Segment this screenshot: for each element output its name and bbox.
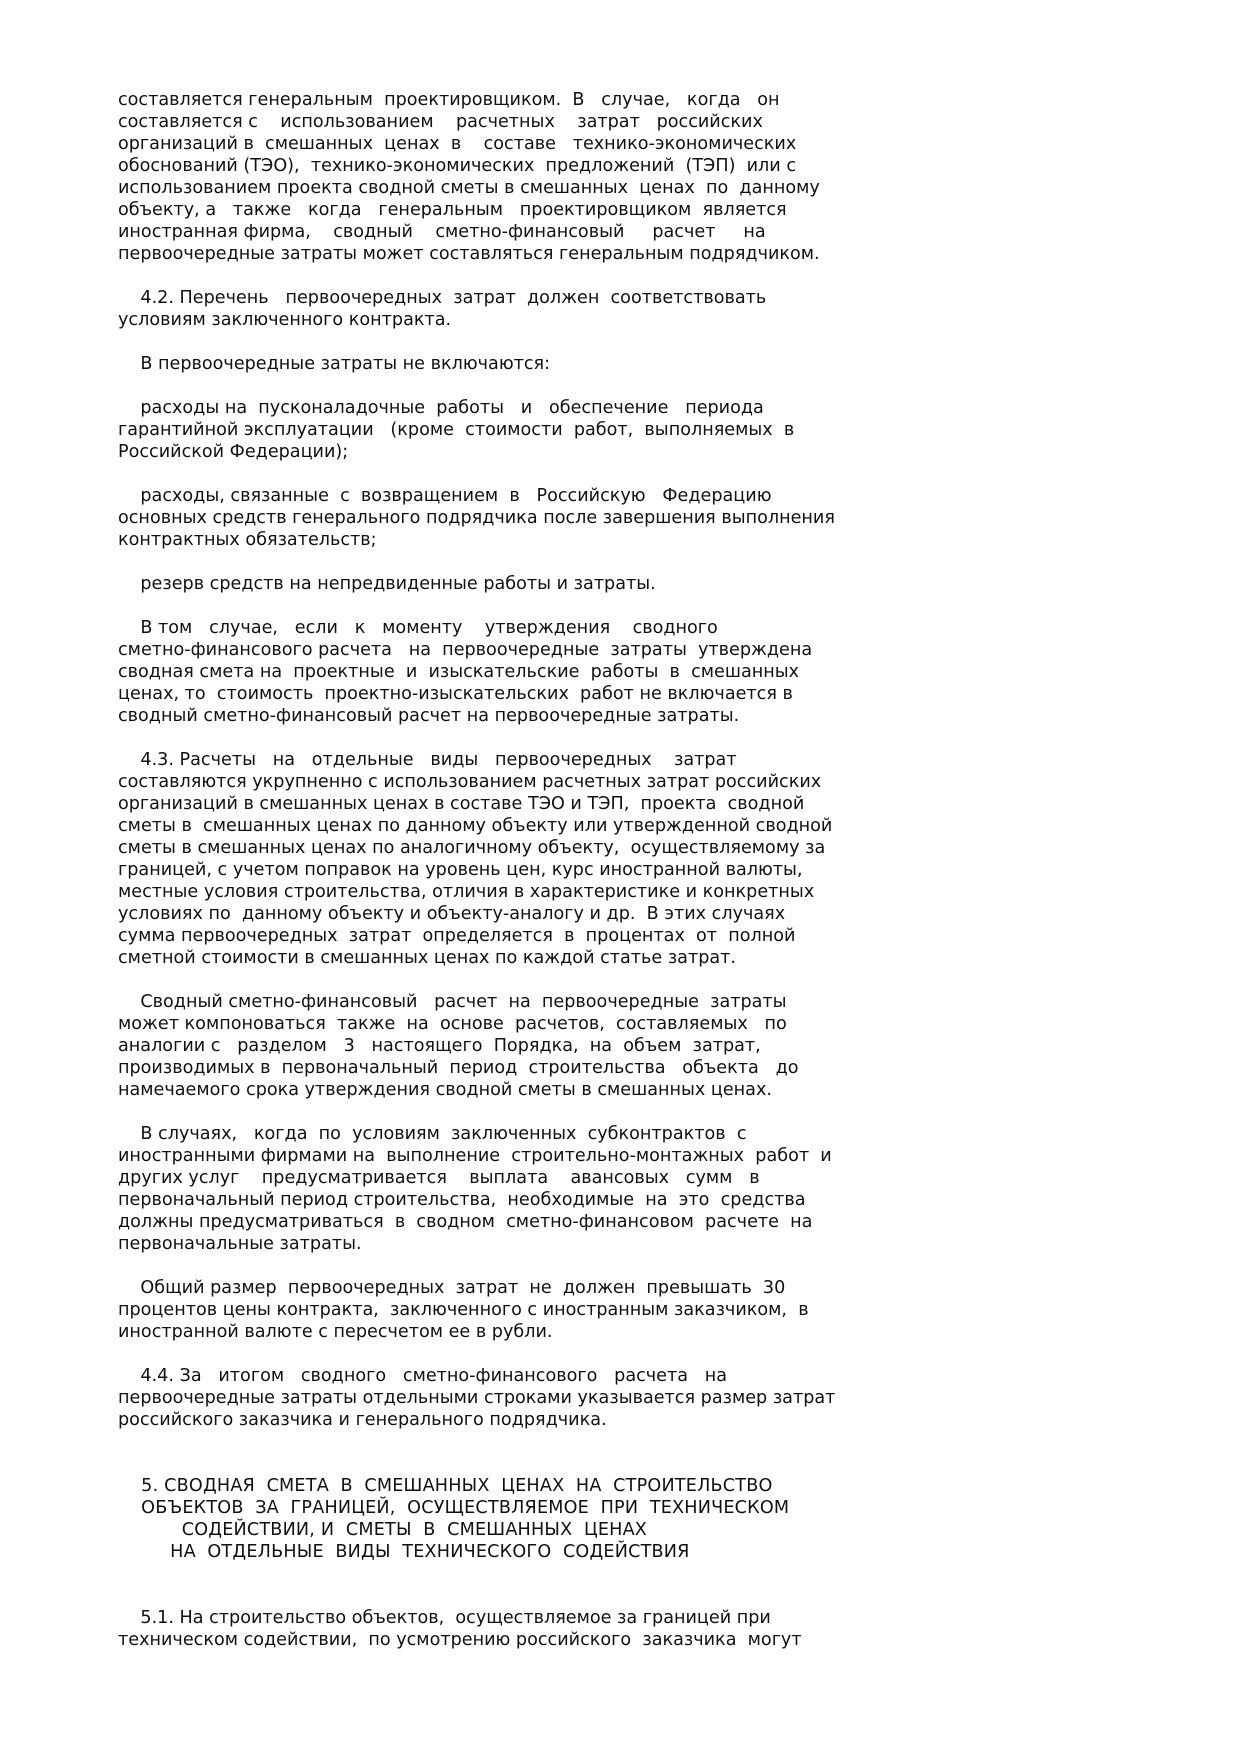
text-line: иностранная фирма, сводный сметно-финансовый расчет на	[118, 222, 766, 242]
text-line: местные условия строительства, отличия в характеристике и конкретных	[118, 882, 815, 902]
paragraph-gap	[118, 463, 1138, 485]
text-line: контрактных обязательств;	[118, 530, 377, 550]
paragraph-exclusions-intro	[118, 353, 1138, 375]
text-line: процентов цены контракта, заключенного с иностранным заказчиком, в	[118, 1300, 809, 1320]
text-line: сводная смета на проектные и изыскательские работы в смешанных	[118, 662, 800, 682]
text-line: резерв средств на непредвиденные работы и затраты.	[118, 574, 656, 594]
text-line: российского заказчика и генерального подрядчика.	[118, 1410, 607, 1430]
text-line: обоснований (ТЭО), технико-экономических предложений (ТЭП) или с	[118, 156, 797, 176]
text-line: других услуг предусматривается выплата авансовых сумм в	[118, 1168, 760, 1188]
text-line: сметы в смешанных ценах по данному объекту или утвержденной сводной	[118, 816, 833, 836]
paragraph-5-1	[118, 1607, 1138, 1651]
paragraph-4-4	[118, 1365, 1138, 1431]
text-line: намечаемого срока утверждения сводной сметы в смешанных ценах.	[118, 1080, 772, 1100]
text-line: первоначальный период строительства, необходимые на это средства	[118, 1190, 806, 1210]
text-line: ценах, то стоимость проектно-изыскательских работ не включается в	[118, 684, 793, 704]
text-line: объекту, а также когда генеральным проектировщиком является	[118, 200, 787, 220]
text-line: границей, с учетом поправок на уровень цен, курс иностранной валюты,	[118, 860, 803, 880]
text-line: должны предусматриваться в сводном сметно-финансовом расчете на	[118, 1212, 813, 1232]
heading-line: НА ОТДЕЛЬНЫЕ ВИДЫ ТЕХНИЧЕСКОГО СОДЕЙСТВИЯ	[118, 1542, 690, 1562]
text-line: составляются укрупненно с использованием расчетных затрат российских	[118, 772, 822, 792]
section-gap	[118, 1563, 1138, 1607]
paragraph-gap	[118, 1255, 1138, 1277]
paragraph-gap	[118, 727, 1138, 749]
paragraph-gap	[118, 551, 1138, 573]
paragraph-gap	[118, 265, 1138, 287]
text-line: условиям заключенного контракта.	[118, 310, 452, 330]
text-line: сметно-финансового расчета на первоочередные затраты утверждена	[118, 640, 813, 660]
paragraph-commissioning-costs	[118, 397, 1138, 463]
paragraph-gap	[118, 331, 1138, 353]
section-heading-5	[118, 1475, 1138, 1563]
text-line: 5.1. На строительство объектов, осуществляемое за границей при	[118, 1608, 771, 1628]
paragraph-gap	[118, 969, 1138, 991]
text-line: 4.4. За итогом сводного сметно-финансового расчета на	[118, 1366, 728, 1386]
text-line: расходы на пусконаладочные работы и обеспечение периода	[118, 398, 764, 418]
text-line: 4.2. Перечень первоочередных затрат должен соответствовать	[118, 288, 767, 308]
document-text	[118, 89, 1138, 1651]
text-line: первоочередные затраты отдельными строками указывается размер затрат	[118, 1388, 836, 1408]
text-line: организаций в смешанных ценах в составе ТЭО и ТЭП, проекта сводной	[118, 794, 805, 814]
paragraph-4-3	[118, 749, 1138, 969]
paragraph-gap	[118, 1101, 1138, 1123]
text-line: В случаях, когда по условиям заключенных субконтрактов с	[118, 1124, 747, 1144]
paragraph-gap	[118, 375, 1138, 397]
text-line: может компоноваться также на основе расчетов, составляемых по	[118, 1014, 787, 1034]
text-line: основных средств генерального подрядчика после завершения выполнения	[118, 508, 835, 528]
text-line: производимых в первоначальный период строительства объекта до	[118, 1058, 799, 1078]
text-line: Российской Федерации);	[118, 442, 349, 462]
paragraph-approved-estimate	[118, 617, 1138, 727]
text-line: аналогии с разделом 3 настоящего Порядка, на объем затрат,	[118, 1036, 761, 1056]
text-line: сумма первоочередных затрат определяется в процентах от полной	[118, 926, 796, 946]
text-line: расходы, связанные с возвращением в Российскую Федерацию	[118, 486, 772, 506]
heading-line: СОДЕЙСТВИИ, И СМЕТЫ В СМЕШАННЫХ ЦЕНАХ	[118, 1520, 648, 1540]
paragraph-return-costs	[118, 485, 1138, 551]
text-line: иностранными фирмами на выполнение строительно-монтажных работ и	[118, 1146, 832, 1166]
text-line: техническом содействии, по усмотрению российского заказчика могут	[118, 1630, 802, 1650]
text-line: условиях по данному объекту и объекту-аналогу и др. В этих случаях	[118, 904, 786, 924]
paragraph-reserve	[118, 573, 1138, 595]
text-line: сметы в смешанных ценах по аналогичному объекту, осуществляемому за	[118, 838, 826, 858]
text-line: иностранной валюте с пересчетом ее в рубли.	[118, 1322, 553, 1342]
text-line: первоочередные затраты может составляться генеральным подрядчиком.	[118, 244, 820, 264]
text-line: организаций в смешанных ценах в составе технико-экономических	[118, 134, 797, 154]
section-gap	[118, 1431, 1138, 1475]
text-line: сметной стоимости в смешанных ценах по каждой статье затрат.	[118, 948, 737, 968]
text-line: составляется с использованием расчетных затрат российских	[118, 112, 763, 132]
text-line: 4.3. Расчеты на отдельные виды первоочередных затрат	[118, 750, 737, 770]
text-line: использованием проекта сводной сметы в смешанных ценах по данному	[118, 178, 820, 198]
heading-line: 5. СВОДНАЯ СМЕТА В СМЕШАННЫХ ЦЕНАХ НА СТРОИТЕЛЬСТВО	[118, 1476, 773, 1496]
paragraph-continuation	[118, 89, 1138, 265]
text-line: В первоочередные затраты не включаются:	[118, 354, 551, 374]
paragraph-gap	[118, 1343, 1138, 1365]
text-line: гарантийной эксплуатации (кроме стоимости работ, выполняемых в	[118, 420, 795, 440]
text-line: первоначальные затраты.	[118, 1234, 362, 1254]
text-line: В том случае, если к моменту утверждения сводного	[118, 618, 718, 638]
paragraph-total-limit	[118, 1277, 1138, 1343]
paragraph-gap	[118, 595, 1138, 617]
paragraph-subcontracts	[118, 1123, 1138, 1255]
paragraph-composite-estimate	[118, 991, 1138, 1101]
heading-line: ОБЪЕКТОВ ЗА ГРАНИЦЕЙ, ОСУЩЕСТВЛЯЕМОЕ ПРИ ТЕХНИЧЕСКОМ	[118, 1498, 790, 1518]
text-line: Общий размер первоочередных затрат не должен превышать 30	[118, 1278, 786, 1298]
text-line: сводный сметно-финансовый расчет на первоочередные затраты.	[118, 706, 740, 726]
paragraph-4-2	[118, 287, 1138, 331]
text-line: Сводный сметно-финансовый расчет на первоочередные затраты	[118, 992, 787, 1012]
text-line: составляется генеральным проектировщиком. В случае, когда он	[118, 90, 780, 110]
